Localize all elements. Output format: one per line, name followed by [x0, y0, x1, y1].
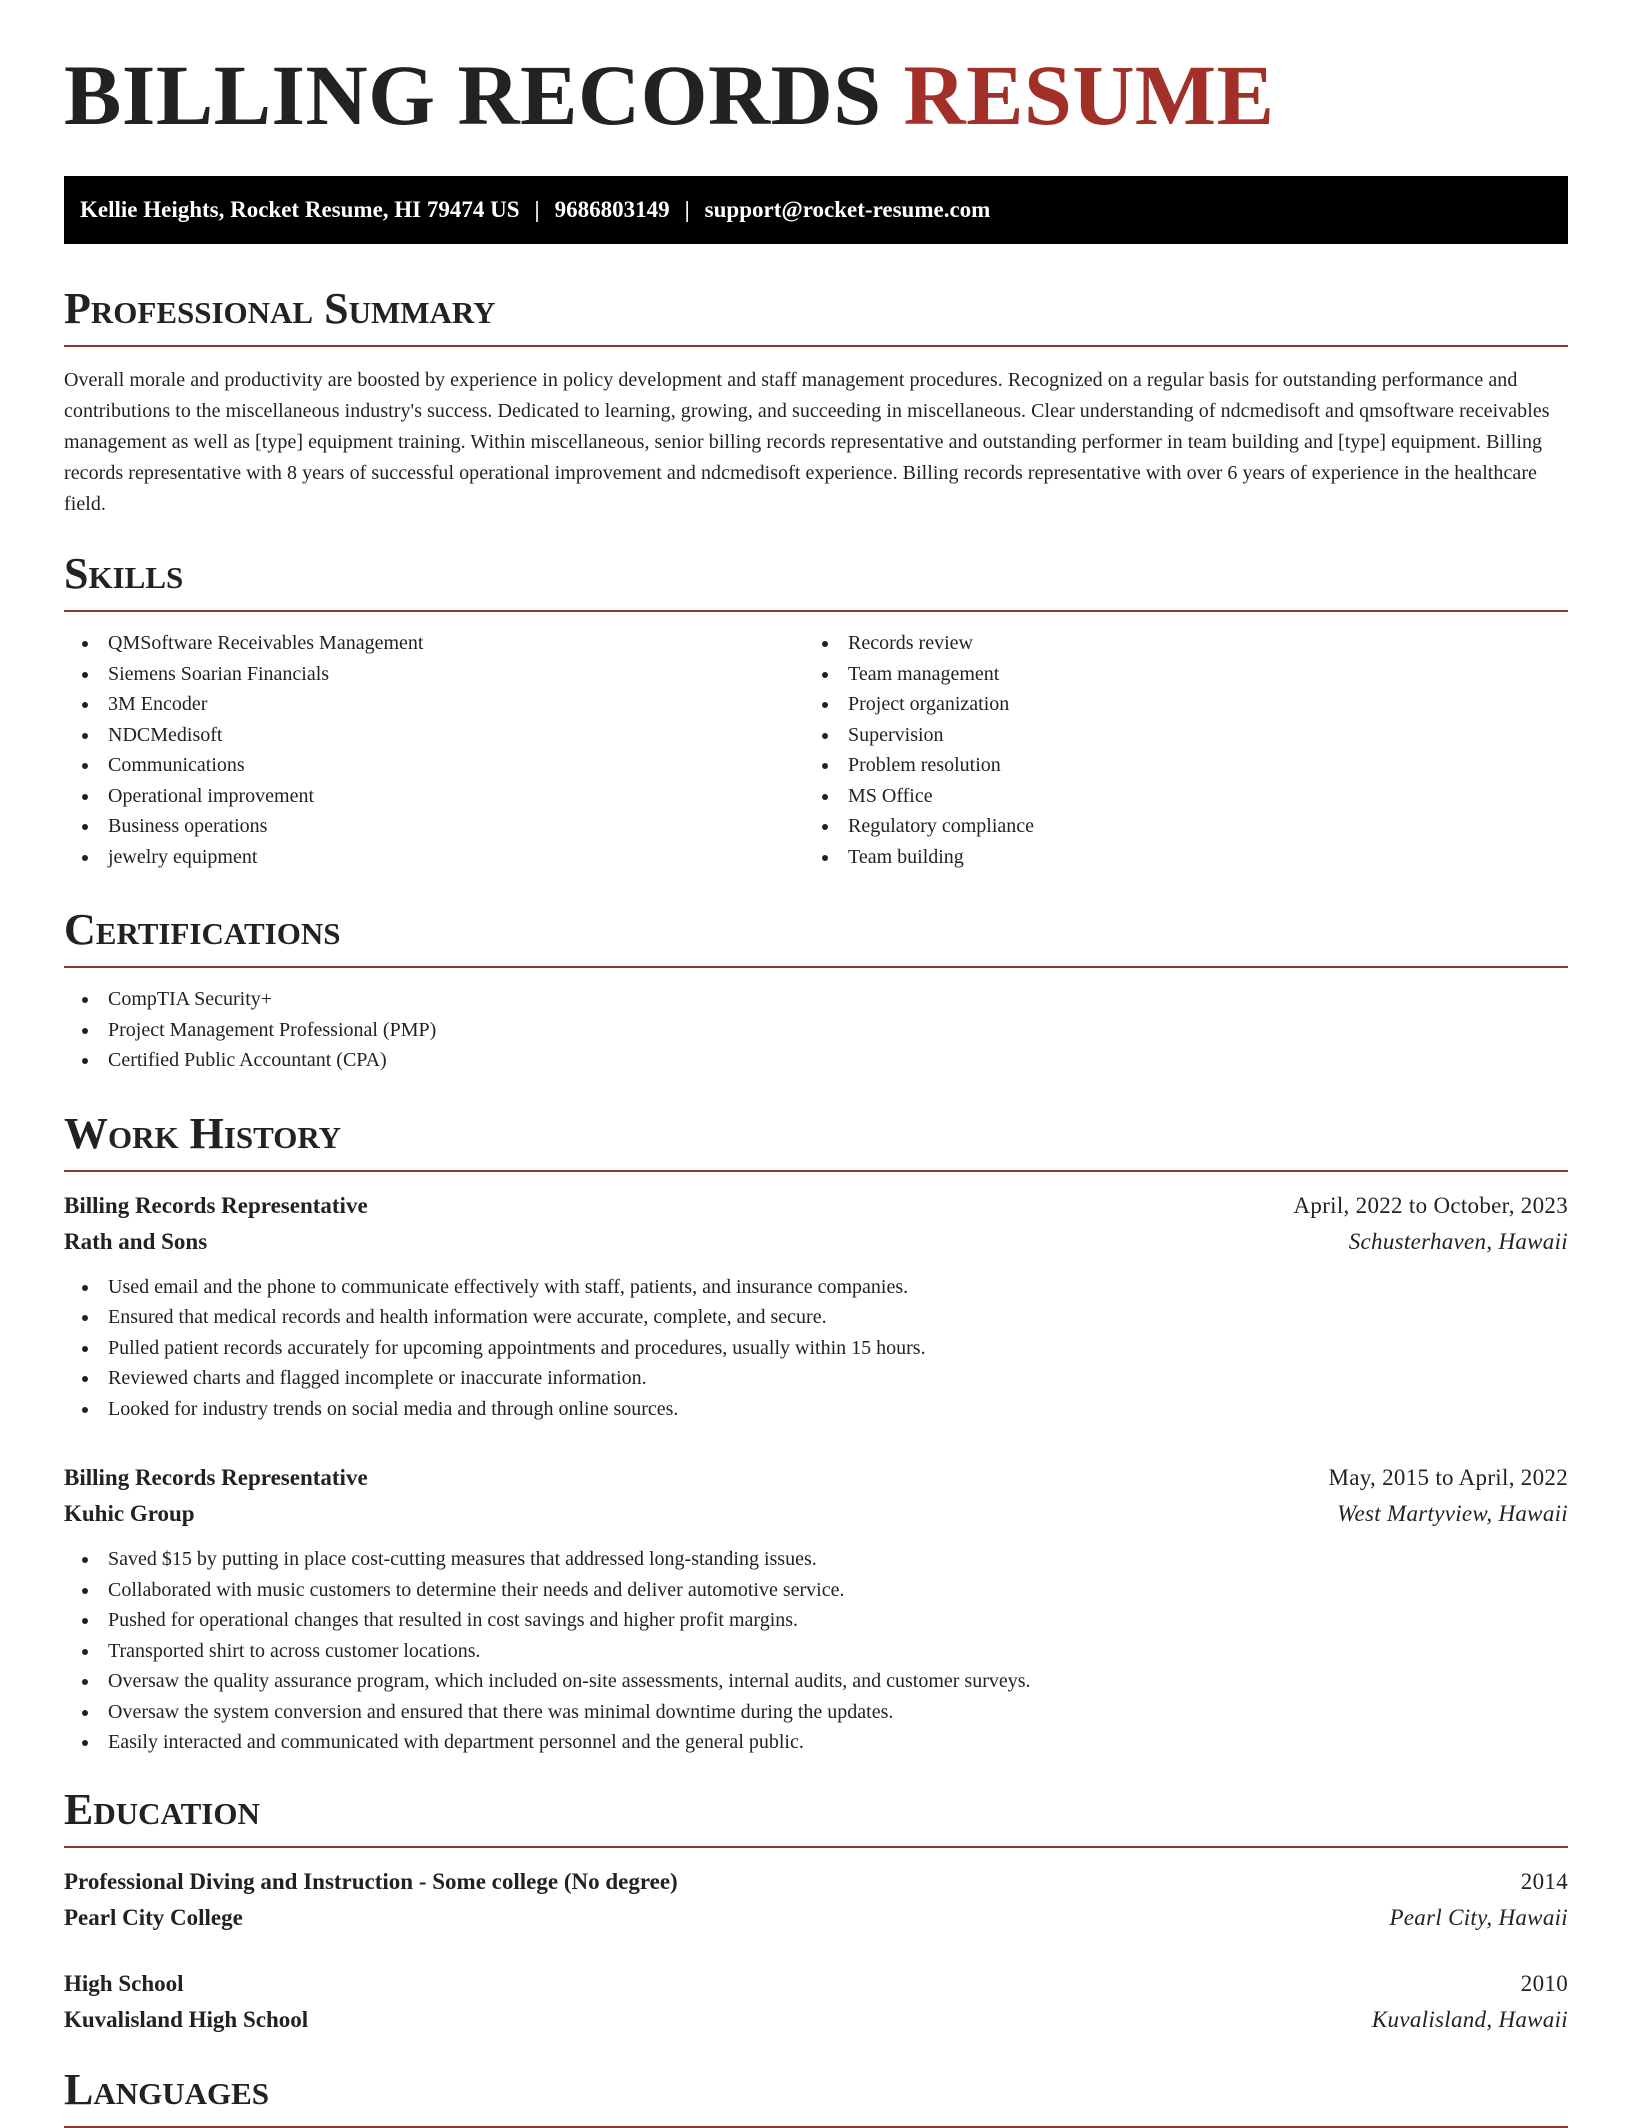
education-year: 2014	[1520, 1868, 1568, 1894]
skill-item: Team management	[804, 659, 1544, 690]
education-location: Pearl City, Hawaii	[1389, 1904, 1568, 1930]
skill-item: Team building	[804, 842, 1544, 873]
summary-heading: Professional Summary	[64, 287, 1568, 347]
skill-item: QMSoftware Receivables Management	[64, 628, 804, 659]
job-duty: Easily interacted and communicated with department personnel and the general public.	[64, 1727, 1568, 1758]
languages-section	[64, 2064, 1568, 2128]
job-entry	[64, 1460, 1568, 1758]
skill-item: Siemens Soarian Financials	[64, 659, 804, 690]
education-school: Kuvalisland High School	[64, 2006, 309, 2032]
certifications-section	[64, 905, 1568, 1076]
resume-title	[64, 0, 1568, 164]
skills-section	[64, 549, 1568, 872]
certification-item: CompTIA Security+	[64, 984, 1568, 1015]
skills-list-right	[804, 628, 1544, 872]
certification-item: Certified Public Accountant (CPA)	[64, 1045, 1568, 1076]
job-dates: April, 2022 to October, 2023	[1293, 1192, 1568, 1218]
languages-heading: Languages	[64, 2068, 1568, 2128]
job-company: Kuhic Group	[64, 1501, 195, 1526]
job-title: Billing Records Representative	[64, 1465, 368, 1490]
education-entry	[64, 1966, 1568, 2038]
skills-heading: Skills	[64, 552, 1568, 612]
skill-item: jewelry equipment	[64, 842, 804, 873]
job-duty: Collaborated with music customers to determine their needs and deliver automotive service.	[64, 1575, 1568, 1606]
job-duties-list	[64, 1272, 1568, 1425]
certifications-list	[64, 984, 1568, 1076]
job-duties-list	[64, 1544, 1568, 1758]
summary-text: Overall morale and productivity are boosted by experience in policy development and staff management procedures. Recognized on a regular basis for outstanding performance and contributions to the miscellaneous industry's success. Dedicated to learning, growing, and succeeding in miscellaneous. Clear understanding of ndcmedisoft and qmsoftware receivables management as well as [type] equipment training. Within miscellaneous, senior billing records representative and outstanding performer in team building and [type] equipment. Billing records representative with 8 years of successful operational improvement and ndcmedisoft experience. Billing records representative with over 6 years of experience in the healthcare field.	[64, 369, 1550, 515]
skill-item: MS Office	[804, 781, 1544, 812]
contact-phone: 9686803149	[554, 197, 670, 222]
skill-item: Operational improvement	[64, 781, 804, 812]
skill-item: Regulatory compliance	[804, 811, 1544, 842]
job-duty: Pushed for operational changes that resulted in cost savings and higher profit margins.	[64, 1605, 1568, 1636]
contact-separator: |	[534, 197, 540, 222]
education-entry	[64, 1864, 1568, 1936]
skill-item: Business operations	[64, 811, 804, 842]
job-location: Schusterhaven, Hawaii	[1348, 1228, 1568, 1254]
work-history-heading: Work History	[64, 1112, 1568, 1172]
education-school: Pearl City College	[64, 1904, 243, 1930]
job-duty: Saved $15 by putting in place cost-cutting measures that addressed long-standing issues.	[64, 1544, 1568, 1575]
job-duty: Used email and the phone to communicate effectively with staff, patients, and insurance companies.	[64, 1272, 1568, 1303]
skill-item: NDCMedisoft	[64, 720, 804, 751]
job-duty: Oversaw the system conversion and ensured that there was minimal downtime during the updates.	[64, 1697, 1568, 1728]
job-dates: May, 2015 to April, 2022	[1328, 1465, 1568, 1490]
skill-item: 3M Encoder	[64, 689, 804, 720]
job-entry	[64, 1188, 1568, 1425]
education-heading: Education	[64, 1788, 1568, 1848]
summary-section	[64, 284, 1568, 520]
education-year: 2010	[1520, 1970, 1568, 1996]
skill-item: Communications	[64, 750, 804, 781]
certifications-heading: Certifications	[64, 908, 1568, 968]
skill-item: Supervision	[804, 720, 1544, 751]
skills-columns	[64, 628, 1568, 872]
education-degree: Professional Diving and Instruction - Some college (No degree)	[64, 1868, 678, 1894]
certification-item: Project Management Professional (PMP)	[64, 1015, 1568, 1046]
title-main: BILLING RECORDS	[64, 47, 882, 143]
resume-page	[64, 0, 1568, 2128]
job-duty: Transported shirt to across customer locations.	[64, 1636, 1568, 1667]
job-location: West Martyview, Hawaii	[1337, 1501, 1568, 1526]
skill-item: Records review	[804, 628, 1544, 659]
education-section	[64, 1784, 1568, 2038]
skill-item: Project organization	[804, 689, 1544, 720]
title-accent: RESUME	[903, 47, 1275, 143]
job-duty: Pulled patient records accurately for upcoming appointments and procedures, usually within 15 hours.	[64, 1333, 1568, 1364]
skill-item: Problem resolution	[804, 750, 1544, 781]
skills-list-left	[64, 628, 804, 872]
job-duty: Looked for industry trends on social media and through online sources.	[64, 1394, 1568, 1425]
work-history-section	[64, 1108, 1568, 1758]
contact-address: Kellie Heights, Rocket Resume, HI 79474 US	[80, 197, 520, 222]
contact-email: support@rocket-resume.com	[704, 197, 991, 222]
contact-separator: |	[684, 197, 690, 222]
job-duty: Ensured that medical records and health information were accurate, complete, and secure.	[64, 1302, 1568, 1333]
job-duty: Oversaw the quality assurance program, which included on-site assessments, internal audits, and customer surveys.	[64, 1666, 1568, 1697]
education-degree: High School	[64, 1970, 184, 1996]
job-company: Rath and Sons	[64, 1228, 208, 1254]
job-duty: Reviewed charts and flagged incomplete or inaccurate information.	[64, 1363, 1568, 1394]
job-title: Billing Records Representative	[64, 1192, 368, 1218]
education-location: Kuvalisland, Hawaii	[1371, 2006, 1568, 2032]
contact-bar	[64, 176, 1568, 244]
